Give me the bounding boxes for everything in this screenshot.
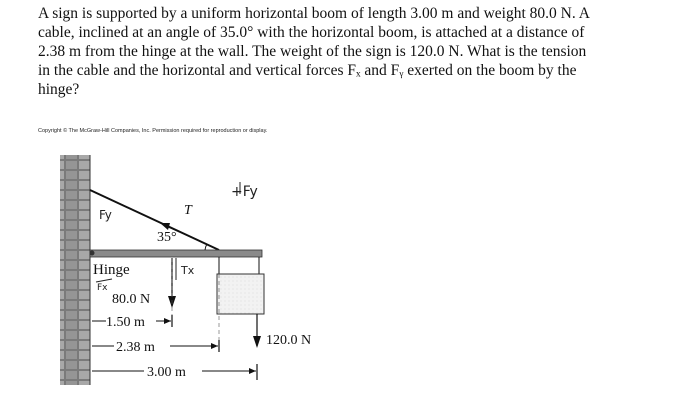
angle-label: 35° [157, 230, 177, 245]
dim-2-label: 2.38 m [116, 340, 155, 355]
dim-3-arrowhead [249, 368, 256, 374]
handwritten-fx: Fx [97, 283, 108, 293]
wall [60, 155, 90, 385]
boom [90, 250, 262, 257]
handwritten-fy-left: Fy [99, 208, 112, 222]
tension-label: T [184, 203, 192, 218]
handwritten-fx-arrow [96, 279, 112, 282]
boom-weight-label: 80.0 N [112, 292, 151, 307]
problem-line: in the cable and the horizontal and vertical forces Fₓ and Fᵧ exerted on the boom by the [38, 62, 577, 79]
handwritten-fy-right: +Fy [231, 184, 258, 200]
angle-arc [205, 244, 207, 250]
problem-line: 2.38 m from the hinge at the wall. The weight of the sign is 120.0 N. What is the tension [38, 43, 587, 60]
copyright-notice: Copyright © The McGraw-Hill Companies, Inc. Permission required for reproduction or display. [38, 128, 268, 134]
problem-line: cable, inclined at an angle of 35.0° with the horizontal boom, is attached at a distance of [38, 24, 585, 41]
dim-3-label: 3.00 m [147, 365, 186, 380]
tension-arrowhead [160, 223, 170, 230]
problem-line: hinge? [38, 81, 80, 98]
sign-weight-arrowhead [253, 336, 261, 348]
hinge-label: Hinge [93, 262, 130, 278]
problem-line: A sign is supported by a uniform horizontal boom of length 3.00 m and weight 80.0 N. A [38, 5, 590, 22]
dim-2-arrowhead [211, 343, 218, 349]
hinge-pin [90, 251, 95, 256]
handwritten-tx: Tx [181, 264, 195, 277]
dim-1-arrowhead [164, 318, 171, 324]
dim-1-label: 1.50 m [106, 315, 145, 330]
sign-weight-label: 120.0 N [266, 333, 312, 348]
sign [217, 274, 264, 314]
